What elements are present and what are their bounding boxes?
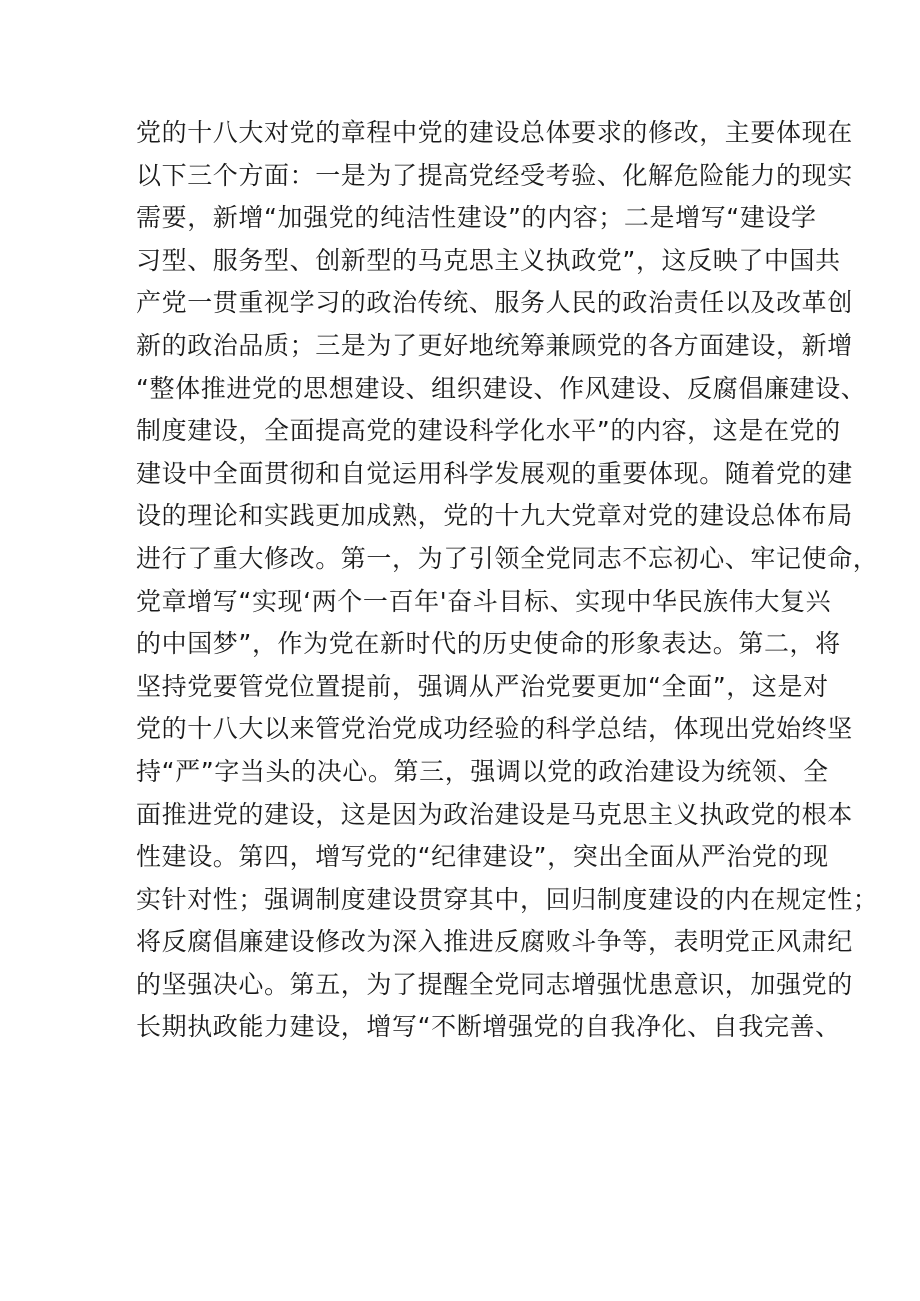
text-line: 性建设。第四，增写党的“纪律建设”，突出全面从严治党的现 xyxy=(136,842,829,872)
text-line: 设的理论和实践更加成熟，党的十九大党章对党的建设总体布局 xyxy=(136,501,853,531)
body-text xyxy=(136,112,879,1049)
text-line: 需要，新增“加强党的纯洁性建设”的内容；二是增写“建设学 xyxy=(136,203,817,233)
text-line: 党的十八大对党的章程中党的建设总体要求的修改，主要体现在 xyxy=(136,118,853,147)
text-line: 面推进党的建设，这是因为政治建设是马克思主义执政党的根本 xyxy=(136,799,853,829)
text-line: 产党一贯重视学习的政治传统、服务人民的政治责任以及改革创 xyxy=(136,288,853,318)
text-line: 的坚强决心。第五，为了提醒全党同志增强忧患意识，加强党的 xyxy=(136,969,853,999)
text-line: “整体推进党的思想建设、组织建设、作风建设、反腐倡廉建设、 xyxy=(136,373,867,403)
text-line: 实针对性；强调制度建设贯穿其中，回归制度建设的内在规定性； xyxy=(136,884,879,914)
text-line: 坚持党要管党位置提前，强调从严治党要更加“全面”，这是对 xyxy=(136,671,829,701)
text-line: 新的政治品质；三是为了更好地统筹兼顾党的各方面建设，新增 xyxy=(136,330,853,360)
text-line: 的中国梦”，作为党在新时代的历史使命的形象表达。第二，将 xyxy=(136,629,841,659)
text-line: 习型、服务型、创新型的马克思主义执政党”，这反映了中国共 xyxy=(136,245,841,275)
text-line: 持“严”字当头的决心。第三，强调以党的政治建设为统领、全 xyxy=(136,756,829,786)
text-line: 建设中全面贯彻和自觉运用科学发展观的重要体现。随着党的建 xyxy=(136,458,853,488)
text-line: 党的十八大以来管党治党成功经验的科学总结，体现出党始终坚 xyxy=(136,714,853,744)
text-line: 将反腐倡廉建设修改为深入推进反腐败斗争等，表明党正风肃纪 xyxy=(136,927,853,957)
text-line: 进行了重大修改。第一，为了引领全党同志不忘初心、牢记使命， xyxy=(136,543,879,573)
text-line: 制度建设，全面提高党的建设科学化水平”的内容，这是在党的 xyxy=(136,416,841,446)
text-line: 党章增写“实现‘两个一百年'奋斗目标、实现中华民族伟大复兴 xyxy=(136,586,832,616)
text-line: 长期执政能力建设，增写“不断增强党的自我净化、自我完善、 xyxy=(136,1012,841,1042)
text-line: 以下三个方面：一是为了提高党经受考验、化解危险能力的现实 xyxy=(136,160,853,190)
